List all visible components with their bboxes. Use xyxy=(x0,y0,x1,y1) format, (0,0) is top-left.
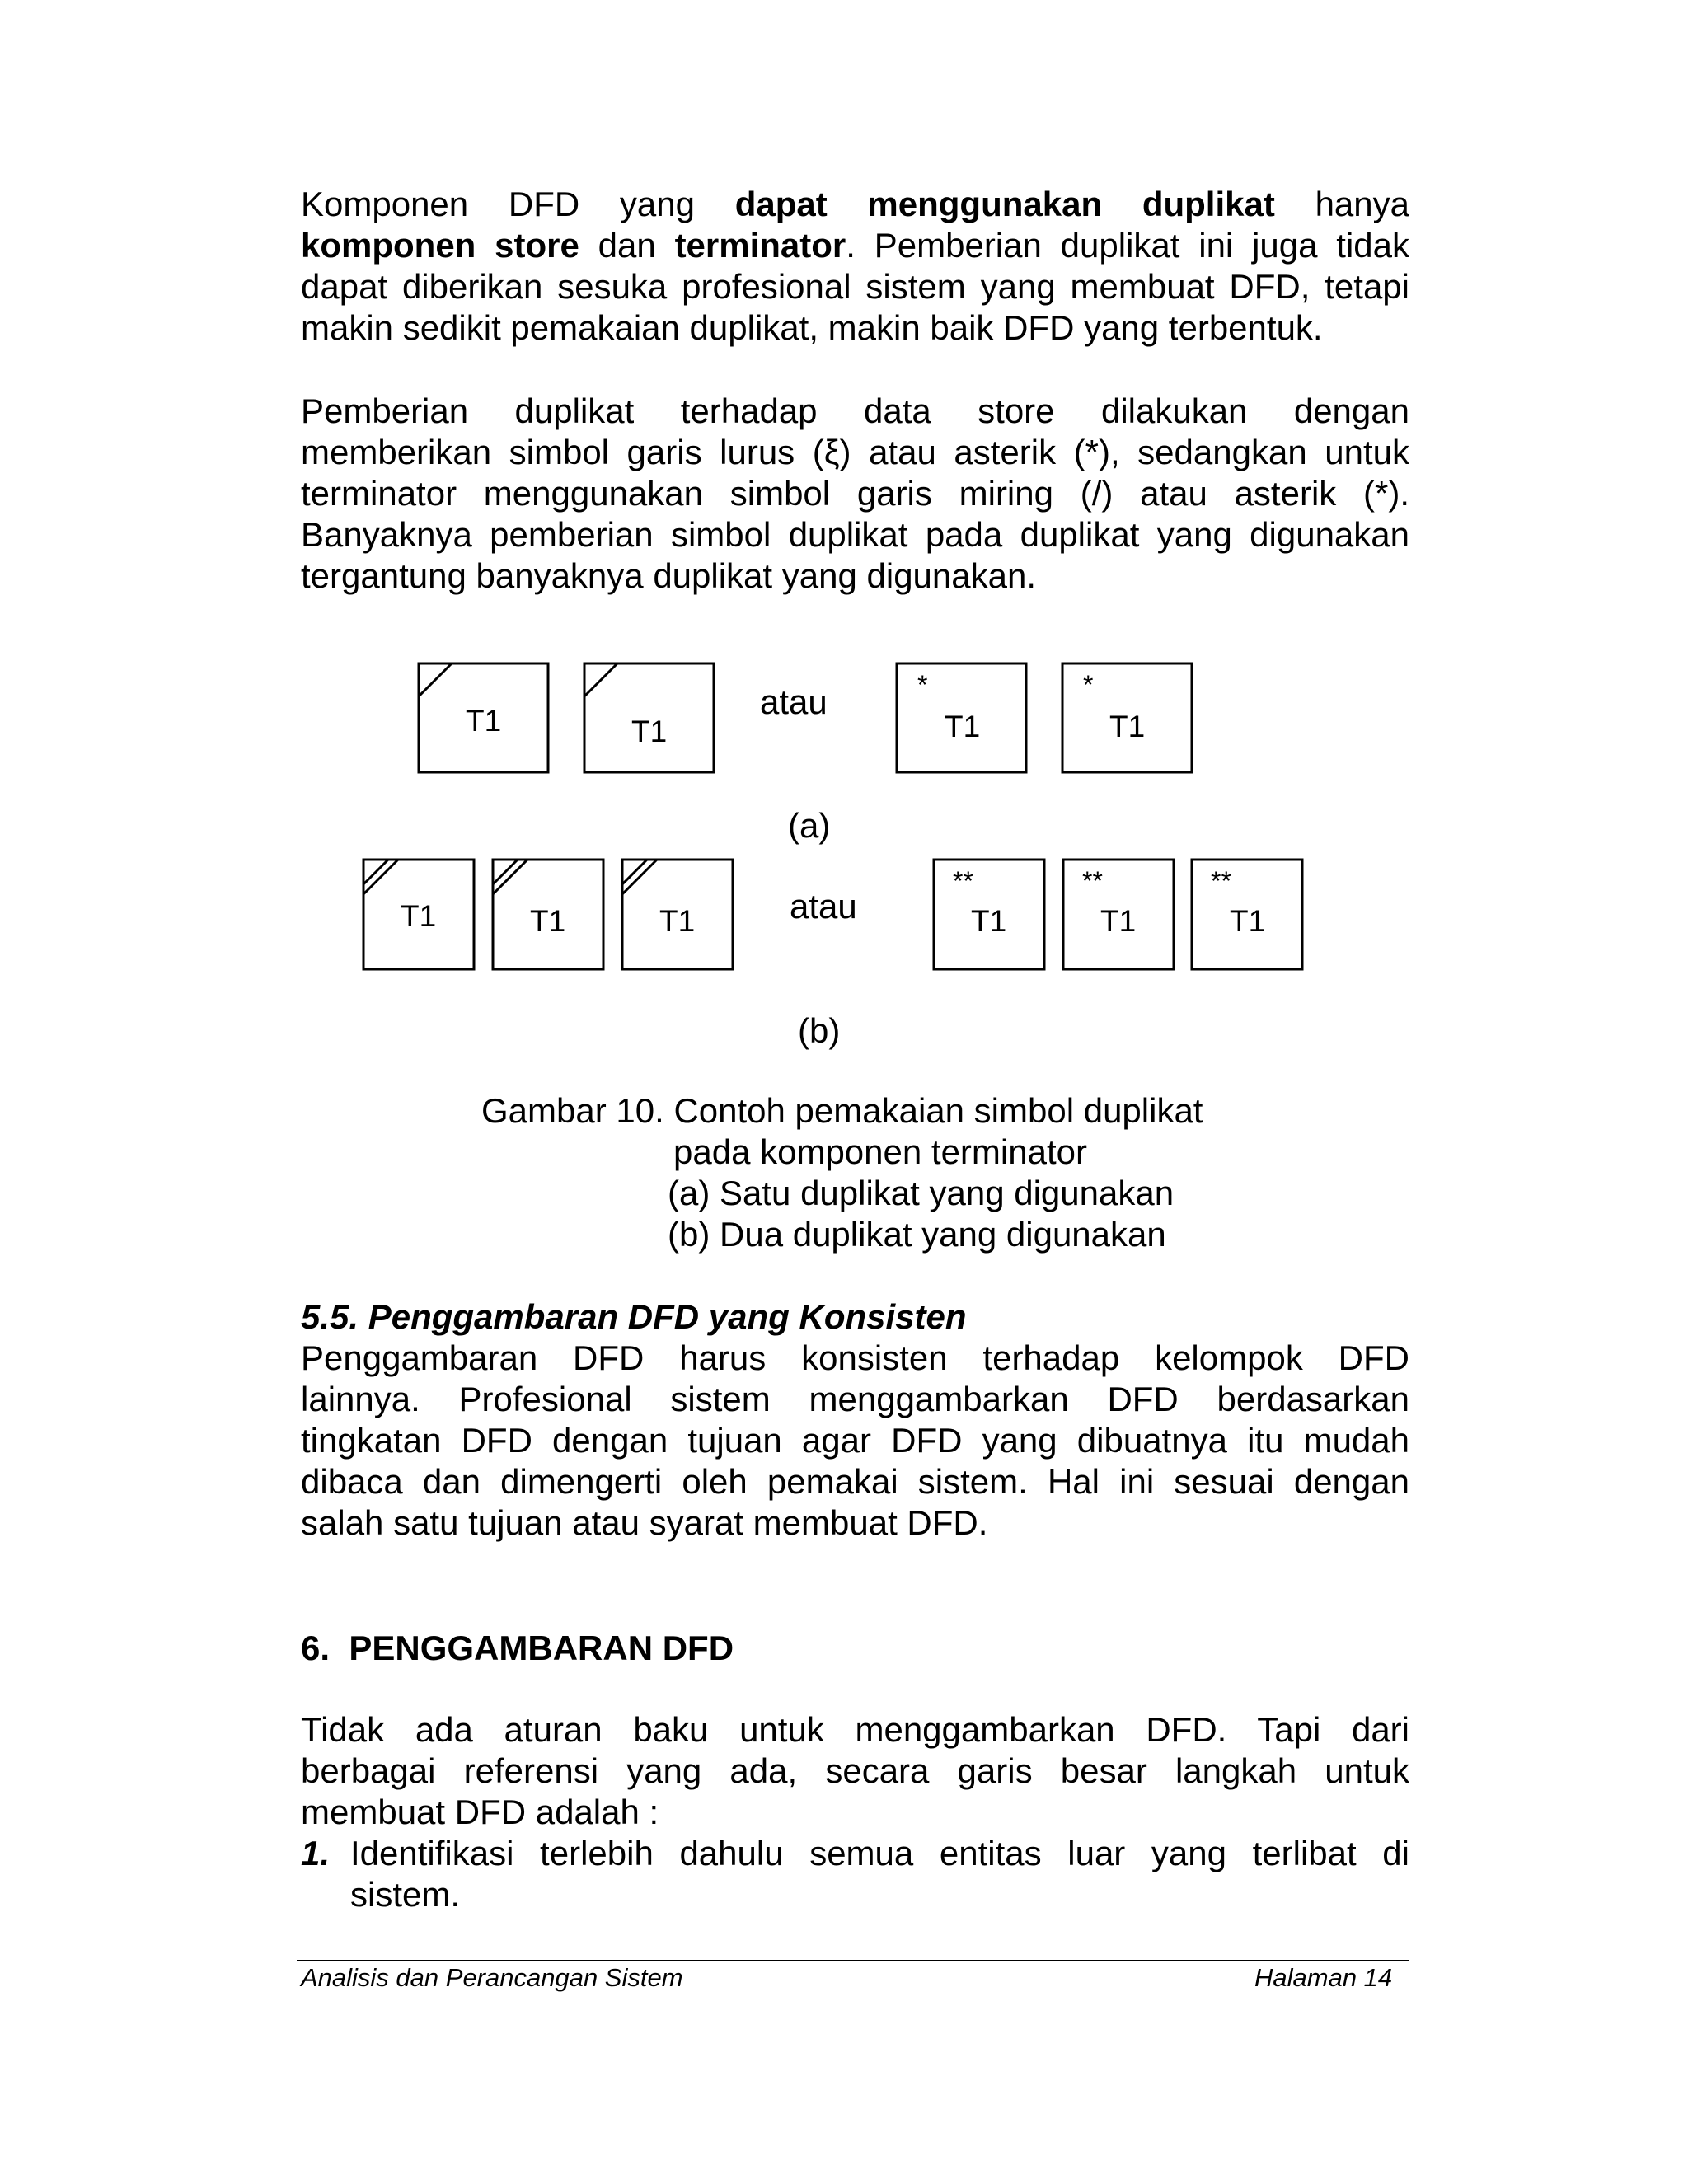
para2-line4: Banyaknya pemberian simbol duplikat pada duplikat yang digunakan xyxy=(301,515,1409,554)
para1-line4: makin sedikit pemakaian duplikat, makin baik DFD yang terbentuk. xyxy=(301,308,1323,347)
para1-line1: Komponen DFD yang dapat menggunakan duplikat hanya xyxy=(301,185,1409,223)
box-label: T1 xyxy=(1230,904,1266,938)
para1-line3: dapat diberikan sesuka profesional sistem yang membuat DFD, tetapi xyxy=(301,267,1409,306)
list-item-line1: Identifikasi terlebih dahulu semua entitas luar yang terlibat di xyxy=(350,1834,1409,1872)
para2-line5: tergantung banyaknya duplikat yang digunakan. xyxy=(301,556,1037,595)
section-heading-6: 6. PENGGAMBARAN DFD xyxy=(301,1629,734,1667)
double-star-mark: ** xyxy=(953,866,973,896)
para1-line2: komponen store dan terminator. Pemberian duplikat ini juga tidak xyxy=(301,226,1409,265)
footer-rule xyxy=(297,1960,1409,1961)
list-item-line2: sistem. xyxy=(350,1875,461,1914)
para2-line2: memberikan simbol garis lurus (ξ) atau asterik (*), sedangkan untuk xyxy=(301,433,1409,471)
paragraph-duplicate-symbols xyxy=(301,391,1409,597)
slash-mark xyxy=(584,663,617,696)
or-label: atau xyxy=(760,682,828,721)
terminator-box-doublestar-b3 xyxy=(1192,860,1302,969)
box-label: T1 xyxy=(971,904,1007,938)
box-label: T1 xyxy=(401,899,437,933)
terminator-box-slash-a2 xyxy=(584,663,714,772)
section6-line1: Tidak ada aturan baku untuk menggambarkan DFD. Tapi dari xyxy=(301,1710,1409,1749)
terminator-box-star-a1 xyxy=(897,663,1026,772)
section-heading-5-5: 5.5. Penggambaran DFD yang Konsisten xyxy=(301,1297,967,1336)
terminator-box-star-a2 xyxy=(1062,663,1192,772)
section6-line2: berbagai referensi yang ada, secara garis besar langkah untuk xyxy=(301,1751,1409,1790)
terminator-box-doubleslash-b1 xyxy=(363,860,474,969)
section55-line2: lainnya. Profesional sistem menggambarkan DFD berdasarkan xyxy=(301,1380,1409,1418)
section-6-body xyxy=(301,1709,1409,1833)
section55-line3: tingkatan DFD dengan tujuan agar DFD yang dibuatnya itu mudah xyxy=(301,1421,1409,1460)
section55-line1: Penggambaran DFD harus konsisten terhadap kelompok DFD xyxy=(301,1338,1409,1377)
double-star-mark: ** xyxy=(1082,866,1103,896)
terminator-box-doublestar-b2 xyxy=(1063,860,1174,969)
figure-caption-line4: (b) Dua duplikat yang digunakan xyxy=(668,1215,1166,1254)
subfigure-label-a: (a) xyxy=(788,806,831,845)
section55-line4: dibaca dan dimengerti oleh pemakai sistem. Hal ini sesuai dengan xyxy=(301,1462,1409,1501)
slash-mark xyxy=(419,663,452,696)
star-mark: * xyxy=(1083,670,1094,700)
list-item-number: 1. xyxy=(301,1834,331,1872)
subfigure-label-b: (b) xyxy=(798,1011,841,1050)
box-label: T1 xyxy=(1109,710,1146,743)
para2-line3: terminator menggunakan simbol garis miring (/) atau asterik (*). xyxy=(301,474,1409,513)
para2-line1: Pemberian duplikat terhadap data store dilakukan dengan xyxy=(301,391,1409,430)
double-star-mark: ** xyxy=(1211,866,1231,896)
box-label: T1 xyxy=(530,904,566,938)
footer-page-number: Halaman 14 xyxy=(1254,1963,1393,1992)
footer-title: Analisis dan Perancangan Sistem xyxy=(301,1963,683,1992)
list-item xyxy=(301,1833,1409,1915)
or-label: atau xyxy=(790,887,857,926)
box-label: T1 xyxy=(631,715,668,748)
box-label: T1 xyxy=(1100,904,1137,938)
section55-line5: salah satu tujuan atau syarat membuat DFD. xyxy=(301,1503,988,1542)
section-5-5 xyxy=(301,1296,1409,1544)
box-label: T1 xyxy=(659,904,696,938)
paragraph-duplicate-components xyxy=(301,184,1409,349)
terminator-box-slash-a1 xyxy=(419,663,548,772)
section6-line3: membuat DFD adalah : xyxy=(301,1793,659,1831)
box-label: T1 xyxy=(466,704,502,738)
box-label: T1 xyxy=(945,710,981,743)
terminator-box-doubleslash-b2 xyxy=(493,860,603,969)
star-mark: * xyxy=(917,670,928,700)
figure-caption-line3: (a) Satu duplikat yang digunakan xyxy=(668,1174,1175,1212)
figure-caption-line2: pada komponen terminator xyxy=(673,1132,1087,1171)
figure-caption-line1: Gambar 10. Contoh pemakaian simbol duplikat xyxy=(481,1091,1203,1130)
terminator-box-doublestar-b1 xyxy=(934,860,1044,969)
terminator-box-doubleslash-b3 xyxy=(622,860,733,969)
